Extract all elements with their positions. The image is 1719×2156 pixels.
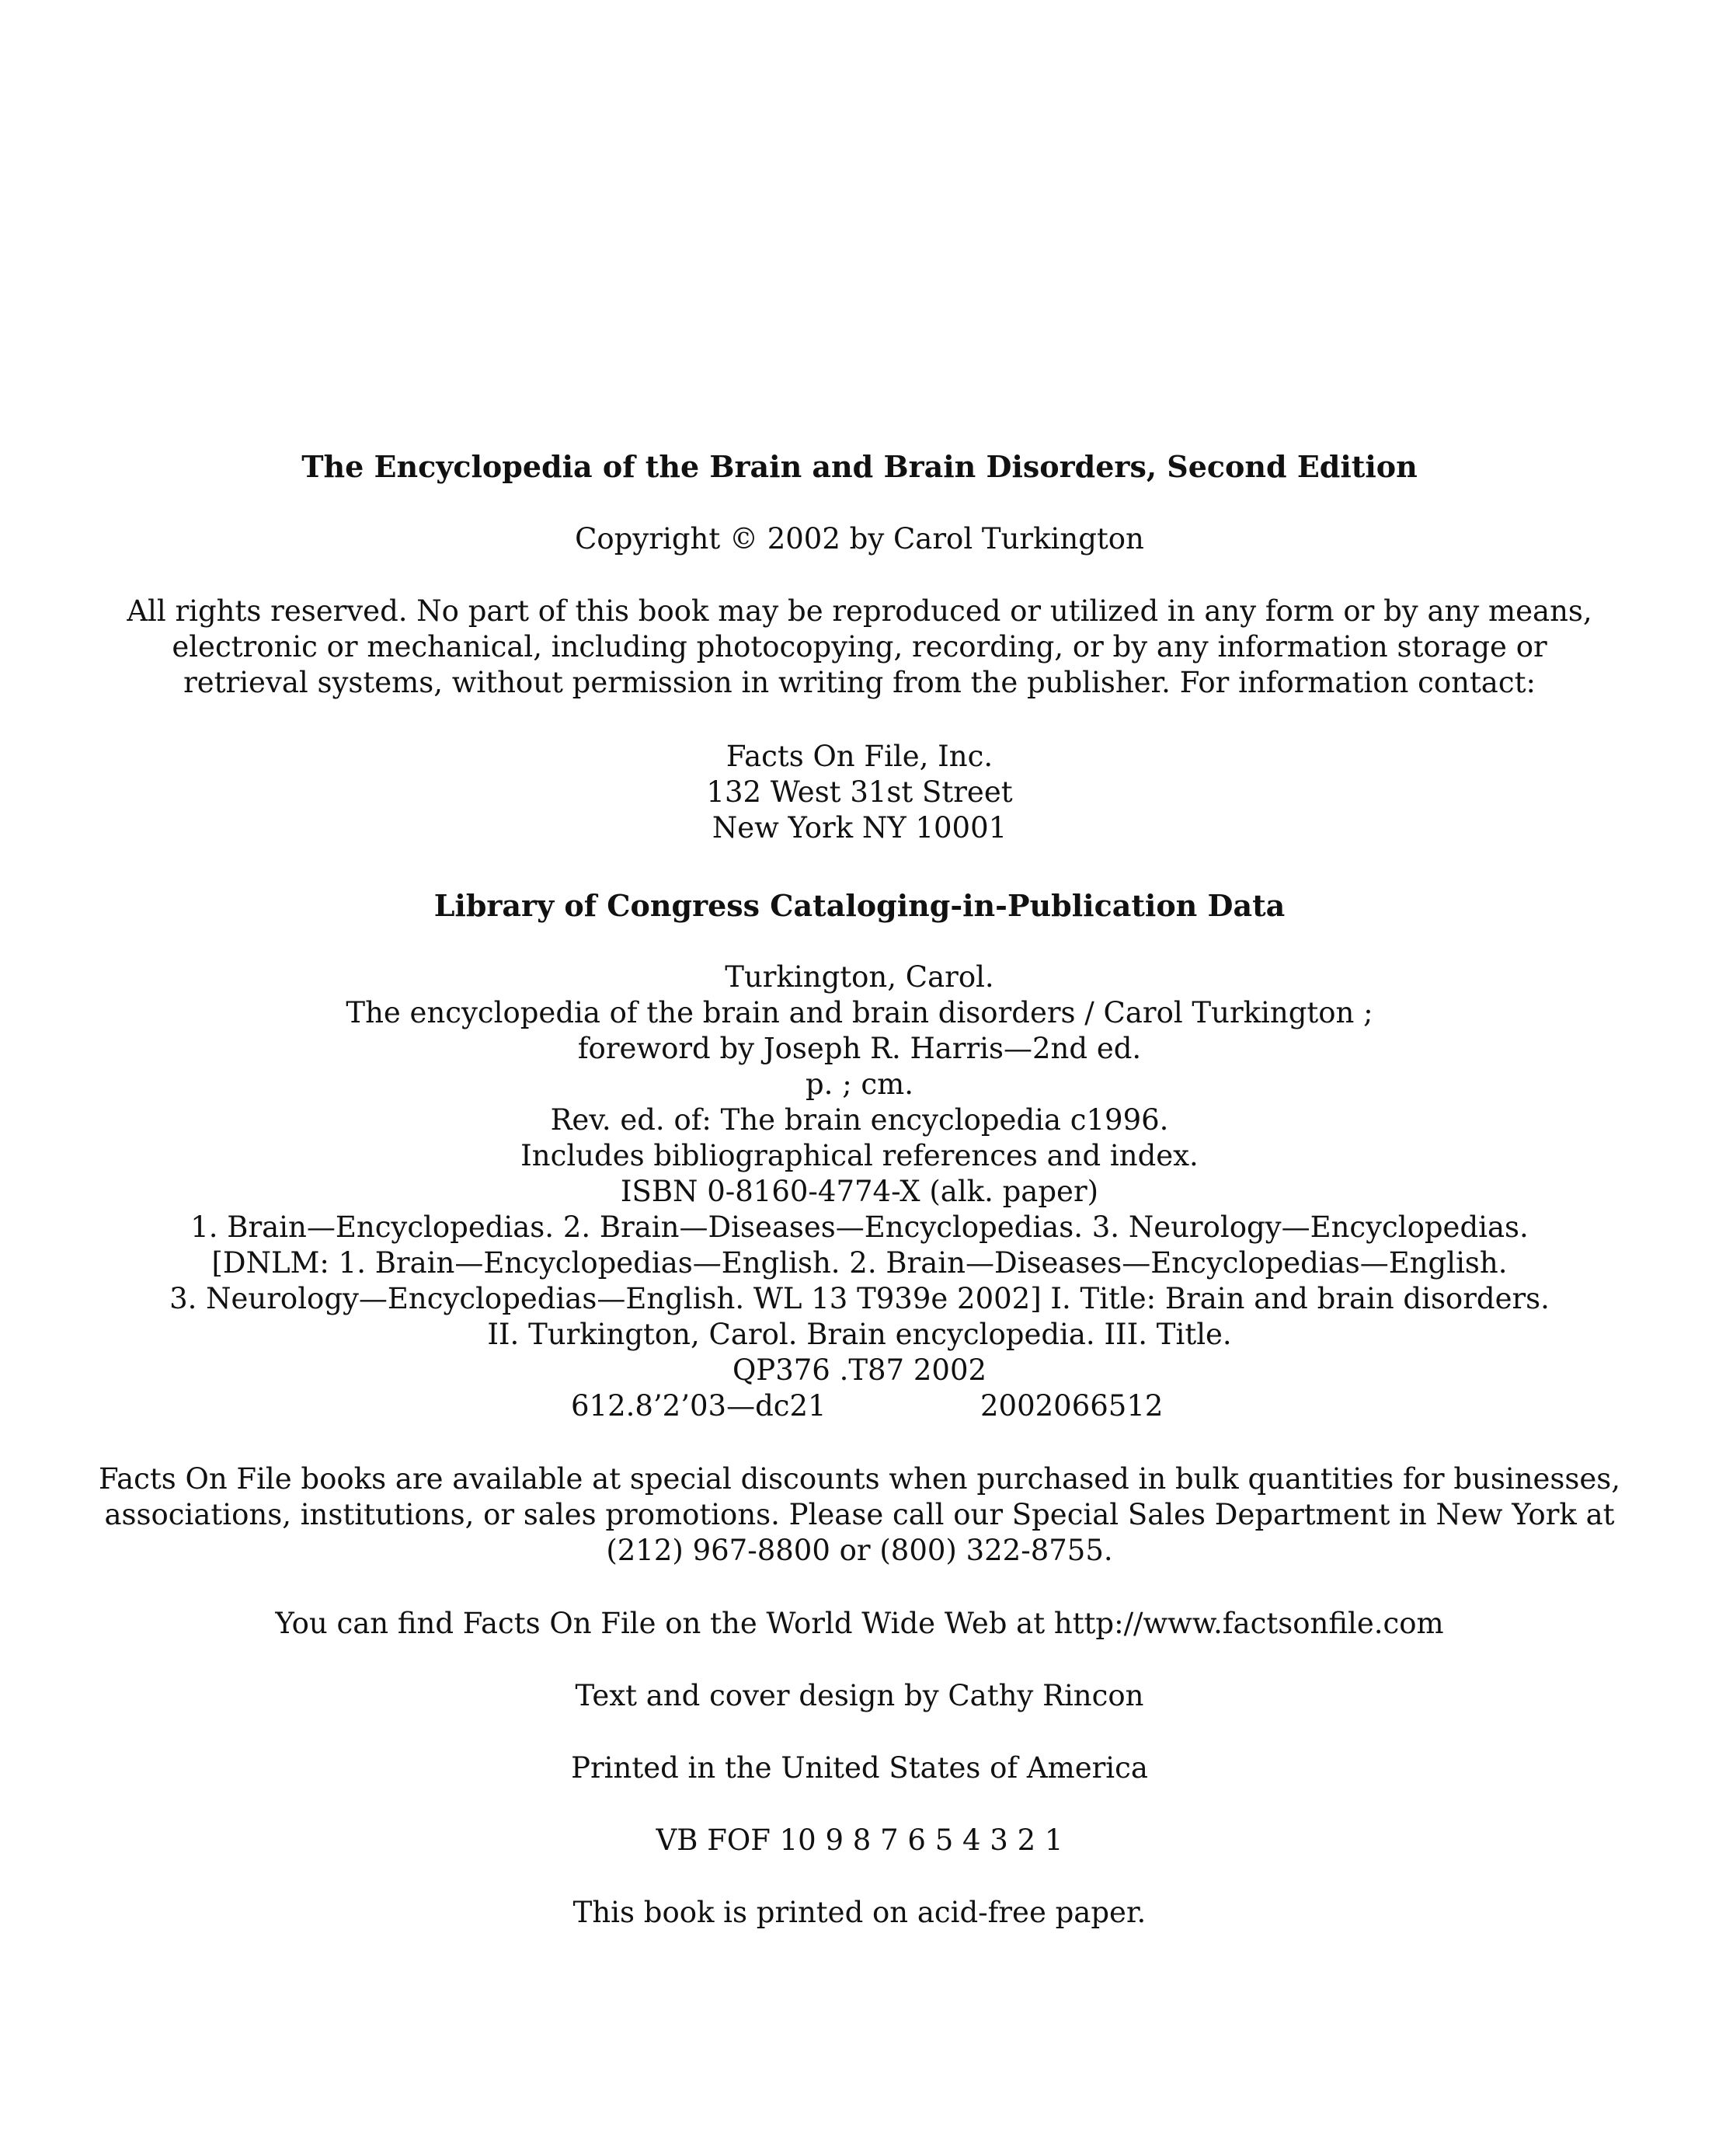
publisher-address: [0, 739, 1719, 846]
cip-line: foreword by Joseph R. Harris—2nd ed.: [577, 1032, 1142, 1065]
web-notice: You can find Facts On File on the World Wide Web at http://www.factsonfile.com: [275, 1607, 1444, 1640]
rights-paragraph: [0, 594, 1719, 701]
cip-line: p. ; cm.: [805, 1068, 913, 1101]
publisher-city: New York NY 10001: [712, 811, 1007, 845]
design-credit: Text and cover design by Cathy Rincon: [575, 1679, 1144, 1712]
cip-line: The encyclopedia of the brain and brain disorders / Carol Turkington ;: [346, 996, 1373, 1029]
print-line: VB FOF 10 9 8 7 6 5 4 3 2 1: [656, 1823, 1063, 1857]
sales-line: associations, institutions, or sales promotions. Please call our Special Sales Department in New York at: [104, 1498, 1615, 1531]
dewey-classification: 612.8’2’03—dc21: [571, 1389, 826, 1423]
cip-heading: Library of Congress Cataloging-in-Publication Data: [433, 888, 1286, 923]
rights-line: All rights reserved. No part of this book may be reproduced or utilized in any form or by any means,: [127, 594, 1592, 628]
cip-line: II. Turkington, Carol. Brain encyclopedia. III. Title.: [487, 1318, 1232, 1351]
cip-line: Turkington, Carol.: [725, 960, 994, 994]
rights-line: retrieval systems, without permission in writing from the publisher. For information contact:: [183, 666, 1536, 699]
cip-classification-row: [0, 1388, 1719, 1424]
book-title: The Encyclopedia of the Brain and Brain Disorders, Second Edition: [301, 449, 1418, 484]
printed-notice: Printed in the United States of America: [571, 1751, 1148, 1785]
sales-line: (212) 967-8800 or (800) 322-8755.: [606, 1534, 1113, 1567]
paper-notice: This book is printed on acid-free paper.: [572, 1896, 1147, 1929]
copyright-notice: Copyright © 2002 by Carol Turkington: [575, 522, 1144, 556]
sales-line: Facts On File books are available at special discounts when purchased in bulk quantities for businesses,: [98, 1462, 1621, 1496]
cip-data: [0, 960, 1719, 1424]
cip-line: 1. Brain—Encyclopedias. 2. Brain—Diseases—Encyclopedias. 3. Neurology—Encyclopedias.: [190, 1210, 1529, 1244]
lccn-number: 2002066512: [980, 1389, 1164, 1423]
cip-line: ISBN 0-8160-4774-X (alk. paper): [620, 1175, 1099, 1208]
cip-line: 3. Neurology—Encyclopedias—English. WL 13 T939e 2002] I. Title: Brain and brain disorders.: [169, 1282, 1550, 1315]
rights-line: electronic or mechanical, including photocopying, recording, or by any information storage or: [172, 630, 1547, 664]
cip-line: [DNLM: 1. Brain—Encyclopedias—English. 2. Brain—Diseases—Encyclopedias—English.: [211, 1246, 1508, 1280]
publisher-name: Facts On File, Inc.: [726, 740, 993, 773]
publisher-street: 132 West 31st Street: [706, 775, 1013, 809]
cip-line: Rev. ed. of: The brain encyclopedia c1996.: [550, 1103, 1169, 1137]
cip-line: QP376 .T87 2002: [732, 1353, 987, 1387]
cip-line: Includes bibliographical references and index.: [520, 1139, 1199, 1172]
sales-paragraph: [0, 1461, 1719, 1569]
